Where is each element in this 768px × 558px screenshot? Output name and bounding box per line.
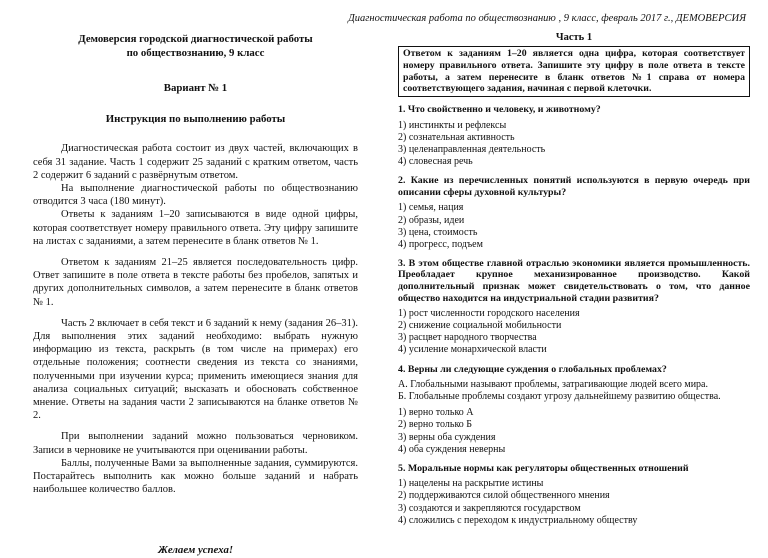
question-title: 3. В этом обществе главной отраслью экономики является промышленность. Преобладает крупное механизированное производство. Какой дополнительный признак может свидетельствовать о том, что данное общество находится на индустриальной стадии развития? [398, 257, 750, 304]
answer-option: 4) словесная речь [398, 156, 473, 168]
answer-option: 3) целенаправленная деятельность [398, 144, 546, 156]
variant-label: Вариант № 1 [163, 82, 228, 94]
title-line-2: по обществознанию, 9 класс [126, 47, 265, 59]
tasks-column [398, 32, 750, 527]
statement: А. Глобальными называют проблемы, затрагивающие людей всего мира. [398, 379, 708, 391]
instruction-text [33, 142, 358, 496]
statement: Б. Глобальные проблемы создают угрозу дальнейшему развитию общества. [398, 391, 721, 403]
paragraph: Диагностическая работа состоит из двух частей, включающих в себя 31 задание. Часть 1 содержит 25 заданий с кратким ответом, часть 2 содержит 6 заданий с развёрнутым ответом. [33, 143, 358, 181]
answer-instruction-box: Ответом к заданиям 1–20 является одна цифра, которая соответствует номеру правильного ответа. Запишите эту цифру в поле ответа в тексте работы, а затем перенесите в бланк ответов №1 справа от номера соответствующего задания, начиная с первой клеточки. [398, 46, 750, 97]
statements [398, 379, 750, 403]
document-title [33, 32, 358, 60]
answer-option: 1) инстинкты и рефлексы [398, 119, 507, 131]
answer-option: 1) нацелены на раскрытие истины [398, 478, 544, 490]
question-5 [398, 463, 750, 527]
question-1 [398, 104, 750, 168]
answer-option: 3) создаются и закрепляются государством [398, 502, 581, 514]
paragraph: Часть 2 включает в себя текст и 6 заданий к нему (задания 26–31). Для выполнения этих заданий необходимо: выбрать нужную информацию из текста, раскрыть (в том числе на примерах) его отдельные положения; соотнести сведения из текста со знаниями, полученными при изучении курса; применить имеющиеся знания для анализа социальных ситуаций; высказать и обосновать собственное мнение. Ответы на задания части 2 записываются на бланке ответов № 2. [33, 317, 358, 422]
answer-option: 3) цена, стоимость [398, 226, 478, 238]
answer-option: 4) прогресс, подъем [398, 238, 483, 250]
answer-option: 1) семья, нация [398, 202, 464, 214]
answer-option: 3) верны оба суждения [398, 431, 496, 443]
answer-option: 1) верно только А [398, 407, 474, 419]
paragraph: Ответы к заданиям 1–20 записываются в виде одной цифры, которая соответствует номеру правильного ответа. Эту цифру запишите на листах с заданиями, а затем перенесите в бланк ответов № 1. [33, 209, 358, 247]
good-luck-text: Желаем успеха! [157, 544, 234, 557]
answer-option: 1) рост численности городского населения [398, 308, 580, 320]
instruction-title: Инструкция по выполнению работы [105, 113, 286, 126]
answer-options [398, 407, 750, 455]
paragraph: На выполнение диагностической работы по обществознанию отводится 3 часа (180 минут). [33, 183, 358, 208]
question-3 [398, 258, 750, 357]
question-2 [398, 175, 750, 251]
answer-option: 4) сложились с переходом к индустриальному обществу [398, 514, 638, 526]
answer-option: 2) поддерживаются силой общественного мнения [398, 490, 610, 502]
title-line-1: Демоверсия городской диагностической работы [78, 33, 313, 45]
question-title: 5. Моральные нормы как регуляторы общественных отношений [398, 462, 689, 474]
answer-option: 2) верно только Б [398, 419, 473, 431]
question-4 [398, 364, 750, 456]
paragraph: Баллы, полученные Вами за выполненные задания, суммируются. Постарайтесь выполнить как можно больше заданий и набрать наибольшее количество баллов. [33, 457, 358, 496]
instructions-column [33, 32, 358, 558]
answer-options [398, 202, 750, 250]
answer-option: 2) сознательная активность [398, 131, 515, 143]
part-title: Часть 1 [555, 32, 593, 43]
answer-options [398, 478, 750, 526]
paragraph: При выполнении заданий можно пользоваться черновиком. Записи в черновике не учитываются при оценивании работы. [33, 431, 358, 456]
question-title: 2. Какие из перечисленных понятий используются в первую очередь при описании сферы духовной культуры? [398, 175, 750, 198]
answer-option: 3) расцвет народного творчества [398, 332, 537, 344]
question-title: 4. Верны ли следующие суждения о глобальных проблемах? [398, 363, 667, 375]
paragraph: Ответом к заданиям 21–25 является последовательность цифр. Ответ запишите в поле ответа в тексте работы без пробелов, запятых и других дополнительных символов, а затем перенесите в бланк ответов № 1. [33, 257, 358, 308]
answer-options [398, 120, 750, 168]
answer-option: 2) образы, идеи [398, 214, 465, 226]
answer-option: 4) усиление монархической власти [398, 344, 547, 356]
question-title: 1. Что свойственно и человеку, и животному? [398, 104, 601, 116]
answer-option: 4) оба суждения неверны [398, 443, 506, 455]
answer-option: 2) снижение социальной мобильности [398, 320, 562, 332]
answer-options [398, 308, 750, 356]
page-header: Диагностическая работа по обществознанию , 9 класс, февраль 2017 г., ДЕМОВЕРСИЯ [348, 13, 746, 24]
